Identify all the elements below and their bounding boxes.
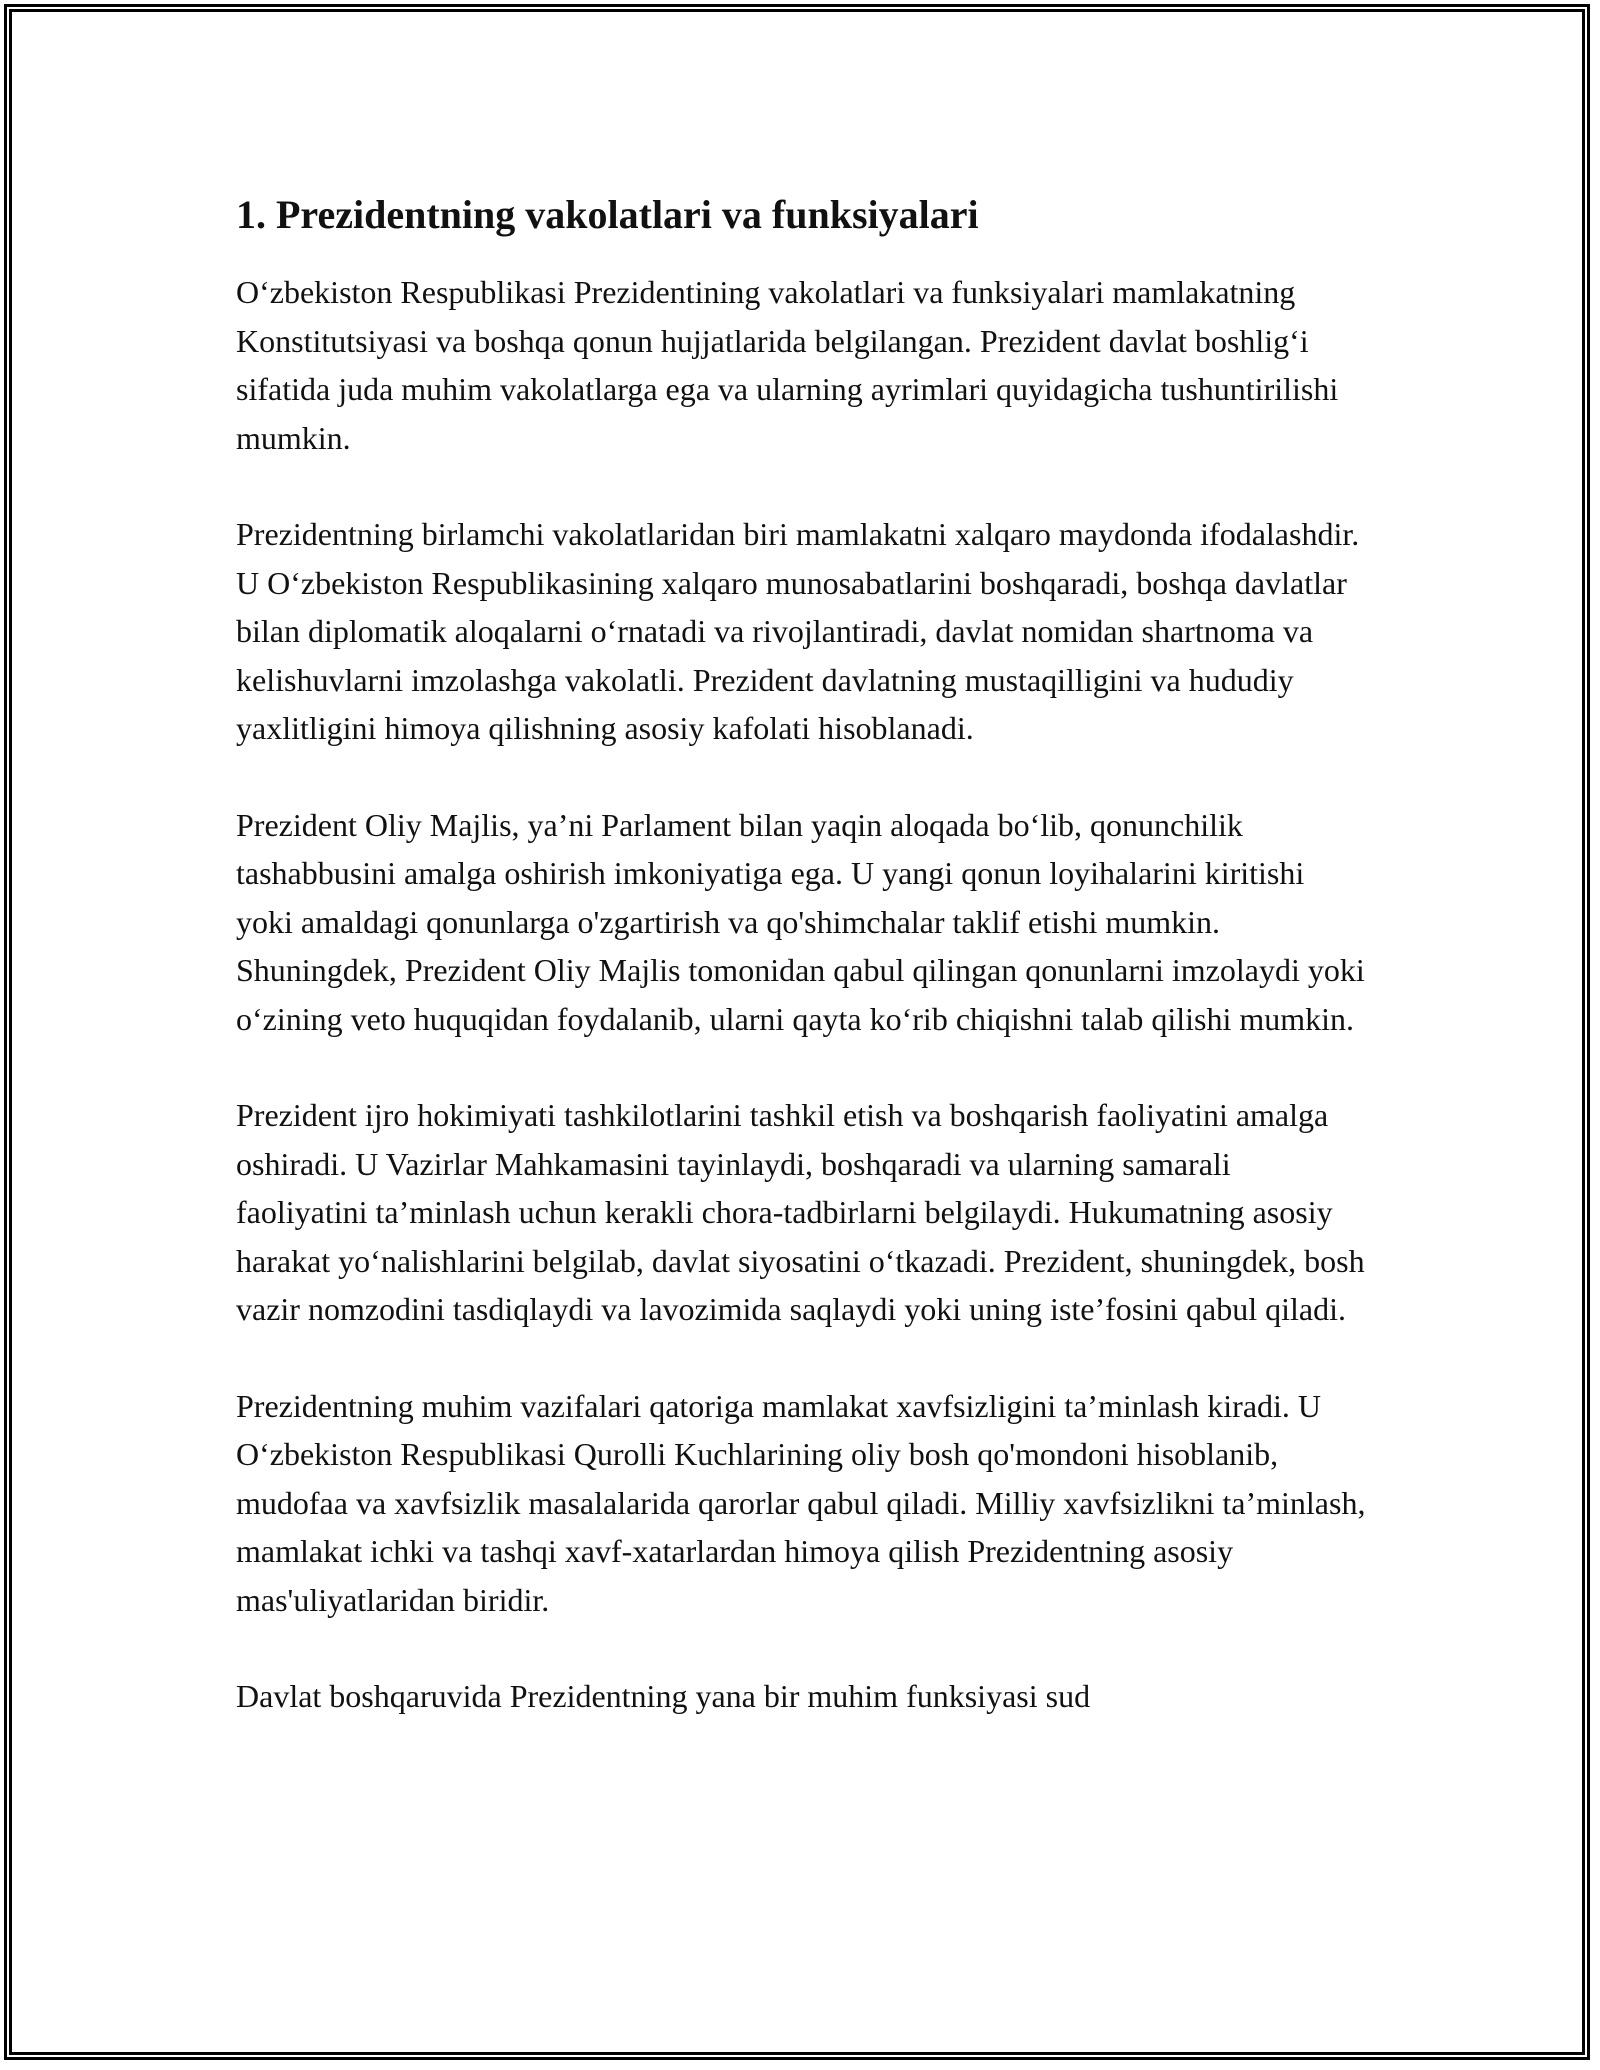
document-body (236, 186, 1366, 1769)
paragraph-judicial-function: Davlat boshqaruvida Prezidentning yana bir muhim funksiyasi sud (236, 1678, 1091, 1714)
paragraph-national-security: Prezidentning muhim vazifalari qatoriga mamlakat xavfsizligini ta’minlash kiradi. U O‘zbekiston Respublikasi Qurolli Kuchlarining oliy bosh qo'mondoni hisoblanib, mudofaa va xavfsizlik masalalarida qarorlar qabul qiladi. Milliy xavfsizlikni ta’minlash, mamlakat ichki va tashqi xavf-xatarlardan himoya qilish Prezidentning asosiy mas'uliyatlaridan biridir. (236, 1387, 1366, 1618)
paragraph-legislative-initiative: Prezident Oliy Majlis, ya’ni Parlament bilan yaqin aloqada bo‘lib, qonunchilik tashabbusini amalga oshirish imkoniyatiga ega. U yangi qonun loyihalarini kiritishi yoki amaldagi qonunlarga o'zgartirish va qo'shimchalar taklif etishi mumkin. Shuningdek, Prezident Oliy Majlis tomonidan qabul qilingan qonunlarni imzolaydi yoki o‘zining veto huquqidan foydalanib, ularni qayta ko‘rib chiqishni talab qilishi mumkin. (236, 806, 1365, 1037)
paragraph-international-representation: Prezidentning birlamchi vakolatlaridan biri mamlakatni xalqaro maydonda ifodalashdir. U O‘zbekiston Respublikasining xalqaro munosabatlarini boshqaradi, boshqa davlatlar bilan diplomatik aloqalarni o‘rnatadi va rivojlantiradi, davlat nomidan shartnoma va kelishuvlarni imzolashga vakolatli. Prezident davlatning mustaqilligini va hududiy yaxlitligini himoya qilishning asosiy kafolati hisoblanadi. (236, 516, 1360, 746)
paragraph-executive-power: Prezident ijro hokimiyati tashkilotlarini tashkil etish va boshqarish faoliyatini amalga oshiradi. U Vazirlar Mahkamasini tayinlaydi, boshqaradi va ularning samarali faoliyatini ta’minlash uchun kerakli chora-tadbirlarni belgilaydi. Hukumatning asosiy harakat yo‘nalishlarini belgilab, davlat siyosatini o‘tkazadi. Prezident, shuningdek, bosh vazir nomzodini tasdiqlaydi va lavozimida saqlaydi yoki uning iste’fosini qabul qiladi. (236, 1097, 1365, 1327)
section-heading: 1. Prezidentning vakolatlari va funksiyalari (236, 192, 979, 237)
paragraph-intro: O‘zbekiston Respublikasi Prezidentining vakolatlari va funksiyalari mamlakatning Konstitutsiyasi va boshqa qonun hujjatlarida belgilangan. Prezident davlat boshlig‘i sifatida juda muhim vakolatlarga ega va ularning ayrimlari quyidagicha tushuntirilishi mumkin. (236, 274, 1339, 456)
